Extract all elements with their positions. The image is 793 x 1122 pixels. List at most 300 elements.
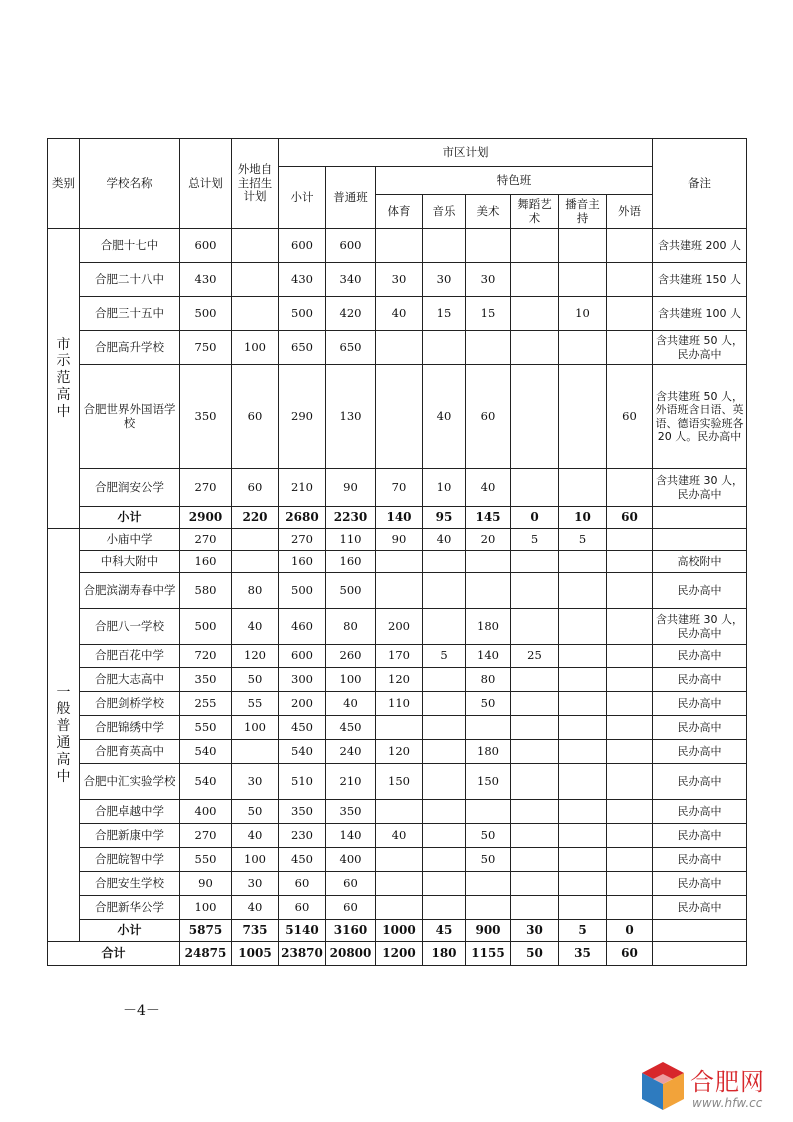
cell-fl: [607, 551, 653, 573]
header-sports: 体育: [376, 195, 423, 229]
cell-music: 15: [423, 297, 466, 331]
cell-ext: 50: [232, 800, 279, 824]
cell-ext: [232, 263, 279, 297]
cell-ext: [232, 229, 279, 263]
table-row: [48, 692, 747, 716]
table-row: [48, 229, 747, 263]
cell-sport: [376, 551, 423, 573]
cell-sport: 40: [376, 297, 423, 331]
cell-dance: 5: [511, 529, 559, 551]
header-art: 美术: [466, 195, 511, 229]
cell-reg: 40: [326, 692, 376, 716]
school-name: 合肥剑桥学校: [80, 692, 180, 716]
cell-dance: [511, 469, 559, 507]
cell-total: 550: [180, 848, 232, 872]
subtotal-bc: 5: [559, 920, 607, 942]
cell-music: [423, 824, 466, 848]
cell-music: [423, 668, 466, 692]
school-name: 合肥大志高中: [80, 668, 180, 692]
cell-art: 15: [466, 297, 511, 331]
note-cell: [653, 529, 747, 551]
cell-art: 140: [466, 645, 511, 668]
cell-reg: 340: [326, 263, 376, 297]
cell-total: 270: [180, 824, 232, 848]
note-cell: 含共建班 30 人，民办高中: [653, 469, 747, 507]
school-name: 合肥百花中学: [80, 645, 180, 668]
cell-bc: [559, 896, 607, 920]
cell-dance: [511, 740, 559, 764]
note-cell: 民办高中: [653, 824, 747, 848]
table-row: [48, 573, 747, 609]
subtotal-music: 45: [423, 920, 466, 942]
cell-music: [423, 764, 466, 800]
school-name: 合肥世界外国语学校: [80, 365, 180, 469]
subtotal-bc: 10: [559, 507, 607, 529]
table-body: [48, 229, 747, 966]
cell-dance: [511, 609, 559, 645]
note-cell: 民办高中: [653, 645, 747, 668]
cell-sub: 290: [279, 365, 326, 469]
cell-dance: [511, 365, 559, 469]
cell-music: [423, 229, 466, 263]
subtotal-total: 2900: [180, 507, 232, 529]
cell-fl: [607, 645, 653, 668]
grand-total-sub: 23870: [279, 942, 326, 966]
logo-text: 合肥网: [690, 1068, 765, 1096]
cell-bc: [559, 668, 607, 692]
subtotal-sub: 5140: [279, 920, 326, 942]
cell-art: 150: [466, 764, 511, 800]
note-cell: 含共建班 150 人: [653, 263, 747, 297]
cell-fl: [607, 764, 653, 800]
cell-total: 540: [180, 740, 232, 764]
cell-total: 550: [180, 716, 232, 740]
category-cell: [48, 529, 80, 942]
cell-reg: 350: [326, 800, 376, 824]
header-external: 外地自主招生计划: [232, 139, 279, 229]
cell-sub: 460: [279, 609, 326, 645]
category-label: 市示范高中: [56, 336, 71, 420]
cell-sub: 300: [279, 668, 326, 692]
cell-total: 580: [180, 573, 232, 609]
cell-fl: [607, 529, 653, 551]
cell-art: [466, 872, 511, 896]
cell-bc: [559, 764, 607, 800]
cell-fl: [607, 896, 653, 920]
cell-bc: [559, 800, 607, 824]
cell-art: 40: [466, 469, 511, 507]
subtotal-sport: 140: [376, 507, 423, 529]
cell-music: 40: [423, 365, 466, 469]
cell-reg: 140: [326, 824, 376, 848]
cell-art: 50: [466, 824, 511, 848]
cell-fl: [607, 848, 653, 872]
cell-sub: 650: [279, 331, 326, 365]
subtotal-row: [48, 920, 747, 942]
note-cell: 民办高中: [653, 764, 747, 800]
cell-ext: 120: [232, 645, 279, 668]
cell-art: 50: [466, 848, 511, 872]
school-name: 合肥滨湖寿春中学: [80, 573, 180, 609]
cell-music: [423, 848, 466, 872]
cell-music: [423, 896, 466, 920]
school-name: 合肥卓越中学: [80, 800, 180, 824]
cell-sub: 540: [279, 740, 326, 764]
school-name: 合肥新康中学: [80, 824, 180, 848]
cell-art: 80: [466, 668, 511, 692]
cell-bc: [559, 551, 607, 573]
cell-bc: [559, 824, 607, 848]
cell-fl: [607, 740, 653, 764]
cell-ext: 100: [232, 716, 279, 740]
table-row: [48, 872, 747, 896]
subtotal-reg: 2230: [326, 507, 376, 529]
school-name: 合肥十七中: [80, 229, 180, 263]
note-cell: 民办高中: [653, 692, 747, 716]
cell-fl: [607, 573, 653, 609]
cell-sport: [376, 573, 423, 609]
cell-sub: 60: [279, 872, 326, 896]
cell-dance: [511, 764, 559, 800]
note-cell: 民办高中: [653, 872, 747, 896]
cell-dance: 25: [511, 645, 559, 668]
cell-fl: [607, 692, 653, 716]
subtotal-music: 95: [423, 507, 466, 529]
cell-bc: [559, 365, 607, 469]
grand-total-reg: 20800: [326, 942, 376, 966]
grand-total-total: 24875: [180, 942, 232, 966]
cell-bc: [559, 229, 607, 263]
cell-art: 180: [466, 740, 511, 764]
cell-music: [423, 740, 466, 764]
cell-fl: [607, 668, 653, 692]
cell-ext: 60: [232, 365, 279, 469]
cell-music: [423, 609, 466, 645]
grand-total-fl: 60: [607, 942, 653, 966]
cell-sub: 210: [279, 469, 326, 507]
cell-reg: 420: [326, 297, 376, 331]
cell-total: 500: [180, 297, 232, 331]
cell-music: [423, 716, 466, 740]
subtotal-sub: 2680: [279, 507, 326, 529]
cell-dance: [511, 716, 559, 740]
cell-sub: 270: [279, 529, 326, 551]
cell-sport: 30: [376, 263, 423, 297]
cell-total: 600: [180, 229, 232, 263]
cell-art: 50: [466, 692, 511, 716]
cell-reg: 110: [326, 529, 376, 551]
cell-total: 255: [180, 692, 232, 716]
cell-total: 160: [180, 551, 232, 573]
cell-total: 350: [180, 668, 232, 692]
cell-ext: [232, 297, 279, 331]
cell-bc: [559, 331, 607, 365]
cell-sport: [376, 800, 423, 824]
subtotal-sport: 1000: [376, 920, 423, 942]
cell-total: 350: [180, 365, 232, 469]
school-name: 合肥高升学校: [80, 331, 180, 365]
cell-bc: [559, 716, 607, 740]
cell-dance: [511, 573, 559, 609]
school-name: 合肥育英高中: [80, 740, 180, 764]
enrollment-plan-table: [47, 138, 747, 966]
cell-sport: 120: [376, 668, 423, 692]
table-row: [48, 896, 747, 920]
cell-music: [423, 573, 466, 609]
cell-sub: 600: [279, 229, 326, 263]
cell-ext: 60: [232, 469, 279, 507]
cell-reg: 60: [326, 896, 376, 920]
table-row: [48, 529, 747, 551]
cell-art: [466, 573, 511, 609]
cell-sport: [376, 896, 423, 920]
subtotal-fl: 60: [607, 507, 653, 529]
cell-ext: 30: [232, 872, 279, 896]
cell-ext: [232, 740, 279, 764]
subtotal-row: [48, 507, 747, 529]
note-cell: 含共建班 200 人: [653, 229, 747, 263]
subtotal-art: 145: [466, 507, 511, 529]
cell-art: [466, 551, 511, 573]
cell-sub: 200: [279, 692, 326, 716]
cell-music: [423, 551, 466, 573]
note-cell: 含共建班 50 人，民办高中: [653, 331, 747, 365]
cell-total: 270: [180, 469, 232, 507]
cell-total: 100: [180, 896, 232, 920]
cell-reg: 450: [326, 716, 376, 740]
cell-bc: 10: [559, 297, 607, 331]
cell-sub: 430: [279, 263, 326, 297]
subtotal-dance: 30: [511, 920, 559, 942]
cell-music: [423, 692, 466, 716]
cell-ext: [232, 529, 279, 551]
cell-fl: [607, 469, 653, 507]
cell-ext: 55: [232, 692, 279, 716]
cell-total: 500: [180, 609, 232, 645]
cell-sport: 110: [376, 692, 423, 716]
cell-ext: [232, 551, 279, 573]
grand-total-art: 1155: [466, 942, 511, 966]
cell-fl: [607, 872, 653, 896]
cell-dance: [511, 824, 559, 848]
subtotal-ext: 735: [232, 920, 279, 942]
table-row: [48, 551, 747, 573]
table-row: [48, 716, 747, 740]
note-cell: 民办高中: [653, 896, 747, 920]
cell-ext: 50: [232, 668, 279, 692]
grand-total-row: [48, 942, 747, 966]
school-name: 合肥八一学校: [80, 609, 180, 645]
note-cell: 民办高中: [653, 573, 747, 609]
school-name: 合肥锦绣中学: [80, 716, 180, 740]
cell-sport: 120: [376, 740, 423, 764]
note-cell: 含共建班 100 人: [653, 297, 747, 331]
cell-dance: [511, 800, 559, 824]
subtotal-label: 小计: [80, 507, 180, 529]
cell-sub: 450: [279, 716, 326, 740]
subtotal-art: 900: [466, 920, 511, 942]
cell-art: [466, 716, 511, 740]
cell-reg: 650: [326, 331, 376, 365]
header-dance: 舞蹈艺术: [511, 195, 559, 229]
cell-sub: 60: [279, 896, 326, 920]
cell-total: 270: [180, 529, 232, 551]
cell-sport: [376, 716, 423, 740]
cell-ext: 40: [232, 896, 279, 920]
cell-bc: [559, 469, 607, 507]
table-row: [48, 668, 747, 692]
grand-total-label: 合计: [48, 942, 180, 966]
cell-sport: 70: [376, 469, 423, 507]
school-name: 合肥二十八中: [80, 263, 180, 297]
cell-bc: [559, 573, 607, 609]
school-name: 合肥润安公学: [80, 469, 180, 507]
cell-total: 430: [180, 263, 232, 297]
cell-sport: [376, 229, 423, 263]
cell-reg: 400: [326, 848, 376, 872]
cell-ext: 40: [232, 824, 279, 848]
cell-fl: [607, 263, 653, 297]
cell-reg: 600: [326, 229, 376, 263]
table-row: [48, 331, 747, 365]
cell-reg: 60: [326, 872, 376, 896]
subtotal-note: [653, 920, 747, 942]
cell-art: 60: [466, 365, 511, 469]
cell-sub: 230: [279, 824, 326, 848]
header-broadcast: 播音主持: [559, 195, 607, 229]
cell-sport: [376, 365, 423, 469]
cell-ext: 80: [232, 573, 279, 609]
table-row: [48, 764, 747, 800]
cell-sport: 170: [376, 645, 423, 668]
cell-art: [466, 896, 511, 920]
cell-bc: [559, 848, 607, 872]
cell-art: [466, 331, 511, 365]
cell-sub: 350: [279, 800, 326, 824]
cell-sub: 510: [279, 764, 326, 800]
header-subtotal: 小计: [279, 167, 326, 229]
cell-fl: [607, 800, 653, 824]
cell-fl: [607, 229, 653, 263]
cell-sport: [376, 872, 423, 896]
cell-bc: [559, 263, 607, 297]
cell-sport: 150: [376, 764, 423, 800]
cell-total: 720: [180, 645, 232, 668]
cell-art: 30: [466, 263, 511, 297]
cell-dance: [511, 331, 559, 365]
school-name: 合肥中汇实验学校: [80, 764, 180, 800]
cell-art: [466, 800, 511, 824]
cell-music: [423, 800, 466, 824]
cell-dance: [511, 263, 559, 297]
header-total-plan: 总计划: [180, 139, 232, 229]
category-cell: [48, 229, 80, 529]
header-note: 备注: [653, 139, 747, 229]
cell-reg: 130: [326, 365, 376, 469]
cell-music: 30: [423, 263, 466, 297]
table-row: [48, 740, 747, 764]
table-row: [48, 848, 747, 872]
cell-fl: [607, 331, 653, 365]
cell-dance: [511, 297, 559, 331]
cell-bc: [559, 692, 607, 716]
note-cell: 民办高中: [653, 668, 747, 692]
header-special: 特色班: [376, 167, 653, 195]
header-foreign: 外语: [607, 195, 653, 229]
cell-dance: [511, 848, 559, 872]
subtotal-ext: 220: [232, 507, 279, 529]
note-cell: 含共建班 50 人，外语班含日语、英语、德语实验班各 20 人。民办高中: [653, 365, 747, 469]
site-logo: [640, 1060, 790, 1116]
subtotal-label: 小计: [80, 920, 180, 942]
grand-total-dance: 50: [511, 942, 559, 966]
cell-reg: 210: [326, 764, 376, 800]
cell-music: 5: [423, 645, 466, 668]
cell-fl: [607, 297, 653, 331]
cell-total: 90: [180, 872, 232, 896]
table-row: [48, 297, 747, 331]
note-cell: 高校附中: [653, 551, 747, 573]
cell-dance: [511, 668, 559, 692]
cell-art: 180: [466, 609, 511, 645]
cell-bc: [559, 740, 607, 764]
cell-dance: [511, 872, 559, 896]
cell-sport: [376, 331, 423, 365]
subtotal-reg: 3160: [326, 920, 376, 942]
subtotal-note: [653, 507, 747, 529]
cell-dance: [511, 896, 559, 920]
grand-total-bc: 35: [559, 942, 607, 966]
cell-art: 20: [466, 529, 511, 551]
header-regular: 普通班: [326, 167, 376, 229]
table-row: [48, 609, 747, 645]
cell-bc: [559, 645, 607, 668]
cell-reg: 500: [326, 573, 376, 609]
cell-reg: 90: [326, 469, 376, 507]
note-cell: 民办高中: [653, 800, 747, 824]
cell-dance: [511, 229, 559, 263]
grand-total-music: 180: [423, 942, 466, 966]
header-music: 音乐: [423, 195, 466, 229]
table-row: [48, 800, 747, 824]
header-category: 类别: [48, 139, 80, 229]
note-cell: 民办高中: [653, 848, 747, 872]
grand-total-ext: 1005: [232, 942, 279, 966]
subtotal-fl: 0: [607, 920, 653, 942]
page-number: －4－: [123, 1003, 160, 1019]
cell-dance: [511, 551, 559, 573]
cell-sport: [376, 848, 423, 872]
cell-sport: 90: [376, 529, 423, 551]
cell-art: [466, 229, 511, 263]
school-name: 合肥三十五中: [80, 297, 180, 331]
cell-sub: 500: [279, 573, 326, 609]
grand-total-note: [653, 942, 747, 966]
table-row: [48, 263, 747, 297]
table-row: [48, 365, 747, 469]
cell-reg: 260: [326, 645, 376, 668]
school-name: 合肥皖智中学: [80, 848, 180, 872]
note-cell: 民办高中: [653, 716, 747, 740]
cell-bc: [559, 609, 607, 645]
cell-dance: [511, 692, 559, 716]
subtotal-total: 5875: [180, 920, 232, 942]
grand-total-sport: 1200: [376, 942, 423, 966]
school-name: 合肥新华公学: [80, 896, 180, 920]
cell-total: 750: [180, 331, 232, 365]
note-cell: 含共建班 30 人，民办高中: [653, 609, 747, 645]
cell-ext: 100: [232, 848, 279, 872]
